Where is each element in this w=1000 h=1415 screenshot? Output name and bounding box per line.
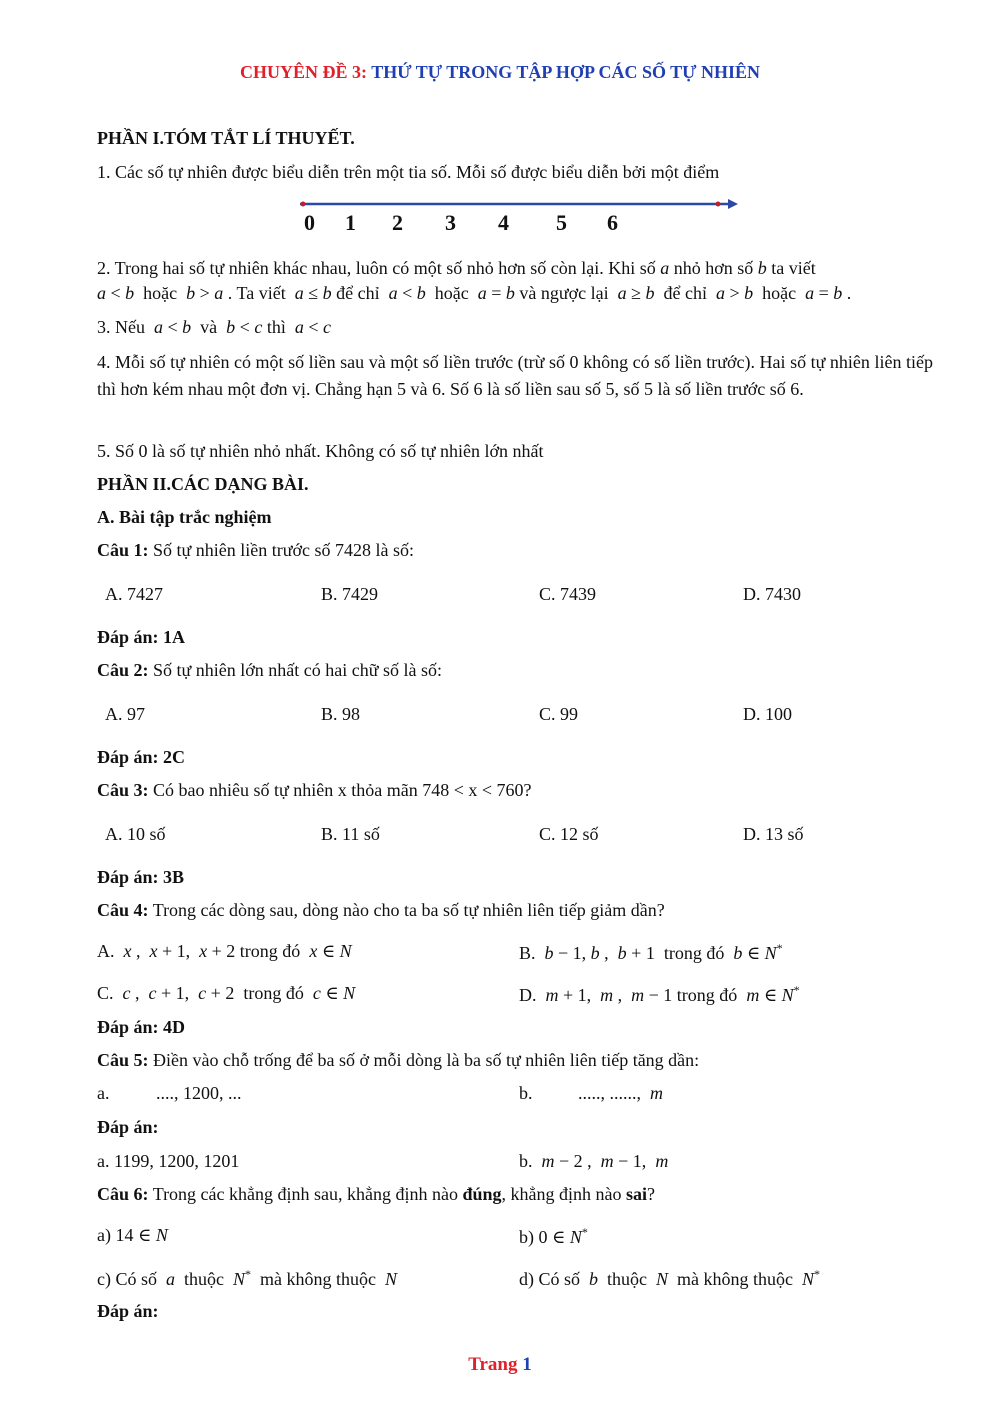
option-c[interactable]: C. 12 số [539, 824, 599, 844]
theory-p2-line2: a < b hoặc b > a . Ta viết a ≤ b để chỉ a < b hoặc a = b và ngược lại a ≥ b để chỉ a > b hoặc a = b . [97, 283, 852, 303]
tick-label: 4 [498, 210, 509, 235]
question-3: Câu 3: Có bao nhiêu số tự nhiên x thỏa mãn 748 < x < 760? [97, 780, 532, 800]
theory-p2-line1: 2. Trong hai số tự nhiên khác nhau, luôn có một số nhỏ hơn số còn lại. Khi số a nhỏ hơn số b ta viết [97, 258, 816, 278]
page-footer: Trang 1 [468, 1354, 532, 1375]
option-a[interactable]: A. 10 số [105, 824, 166, 844]
tick-label: 1 [345, 210, 356, 235]
answer-2: Đáp án: 2C [97, 747, 186, 767]
q5-blank-b[interactable]: ....., ......, m [578, 1083, 663, 1103]
question-4: Câu 4: Trong các dòng sau, dòng nào cho ta ba số tự nhiên liên tiếp giảm dần? [97, 900, 665, 920]
question-2: Câu 2: Số tự nhiên lớn nhất có hai chữ số là số: [97, 660, 443, 680]
question-1: Câu 1: Số tự nhiên liền trước số 7428 là số: [97, 540, 415, 560]
option-d[interactable]: D. m + 1, m , m − 1 trong đó m ∈ N* [519, 983, 800, 1005]
answer-4: Đáp án: 4D [97, 1017, 186, 1037]
answer-1: Đáp án: 1A [97, 627, 186, 647]
tick-label: 2 [392, 210, 403, 235]
theory-p5: 5. Số 0 là số tự nhiên nhỏ nhất. Không có số tự nhiên lớn nhất [97, 441, 544, 461]
option-a[interactable]: A. x , x + 1, x + 2 trong đó x ∈ N [97, 941, 352, 961]
section1-heading: PHẦN I.TÓM TẮT LÍ THUYẾT. [97, 128, 355, 148]
page-title: CHUYÊN ĐỀ 3: THỨ TỰ TRONG TẬP HỢP CÁC SỐ TỰ NHIÊN [240, 62, 760, 82]
number-line-ray [300, 196, 740, 216]
option-b[interactable]: B. 11 số [321, 824, 380, 844]
theory-p4: 4. Mỗi số tự nhiên có một số liền sau và một số liền trước (trừ số 0 không có số liền trước). Hai số tự nhiên liên tiếp thì hơn kém nhau một đơn vị. Chẳng hạn 5 và 6. Số 6 là số liền sau số 5, số 5 là số liền trước số 6. [97, 352, 933, 399]
section2-sub-a: A. Bài tập trắc nghiệm [97, 507, 272, 527]
q6-statement-d[interactable]: d) Có số b thuộc N mà không thuộc N* [519, 1267, 821, 1289]
answer-5: Đáp án: [97, 1117, 159, 1137]
option-d[interactable]: D. 100 [743, 704, 792, 724]
answer-3: Đáp án: 3B [97, 867, 185, 887]
option-c[interactable]: C. 7439 [539, 584, 597, 604]
q5-label-a: a. [97, 1083, 110, 1103]
option-b[interactable]: B. 98 [321, 704, 361, 724]
option-d[interactable]: D. 13 số [743, 824, 804, 844]
q6-statement-c[interactable]: c) Có số a thuộc N* mà không thuộc N [97, 1267, 398, 1289]
option-c[interactable]: C. c , c + 1, c + 2 trong đó c ∈ N [97, 983, 356, 1003]
theory-p3: 3. Nếu a < b và b < c thì a < c [97, 317, 331, 337]
tick-label: 0 [304, 210, 315, 235]
question-5: Câu 5: Điền vào chỗ trống để ba số ở mỗi dòng là ba số tự nhiên liên tiếp tăng dần: [97, 1050, 700, 1070]
q5-label-b: b. [519, 1083, 533, 1103]
option-a[interactable]: A. 7427 [105, 584, 163, 604]
option-c[interactable]: C. 99 [539, 704, 579, 724]
option-a[interactable]: A. 97 [105, 704, 145, 724]
tick-label: 3 [445, 210, 456, 235]
q5-answer-b: b. m − 2 , m − 1, m [519, 1151, 669, 1171]
q5-blank-a[interactable]: ...., 1200, ... [156, 1083, 242, 1103]
tick-label: 5 [556, 210, 567, 235]
option-b[interactable]: B. 7429 [321, 584, 379, 604]
number-line [300, 196, 740, 236]
q6-statement-a[interactable]: a) 14 ∈ N [97, 1225, 168, 1245]
theory-p1: 1. Các số tự nhiên được biểu diễn trên một tia số. Mỗi số được biểu diễn bởi một điểm [97, 162, 720, 182]
section2-heading: PHẦN II.CÁC DẠNG BÀI. [97, 474, 309, 494]
q6-statement-b[interactable]: b) 0 ∈ N* [519, 1225, 588, 1247]
answer-6: Đáp án: [97, 1301, 159, 1321]
q5-answer-a: a. 1199, 1200, 1201 [97, 1151, 240, 1171]
tick-label: 6 [607, 210, 618, 235]
option-d[interactable]: D. 7430 [743, 584, 801, 604]
question-6: Câu 6: Trong các khẳng định sau, khẳng định nào đúng, khẳng định nào sai? [97, 1184, 656, 1204]
option-b[interactable]: B. b − 1, b , b + 1 trong đó b ∈ N* [519, 941, 783, 963]
